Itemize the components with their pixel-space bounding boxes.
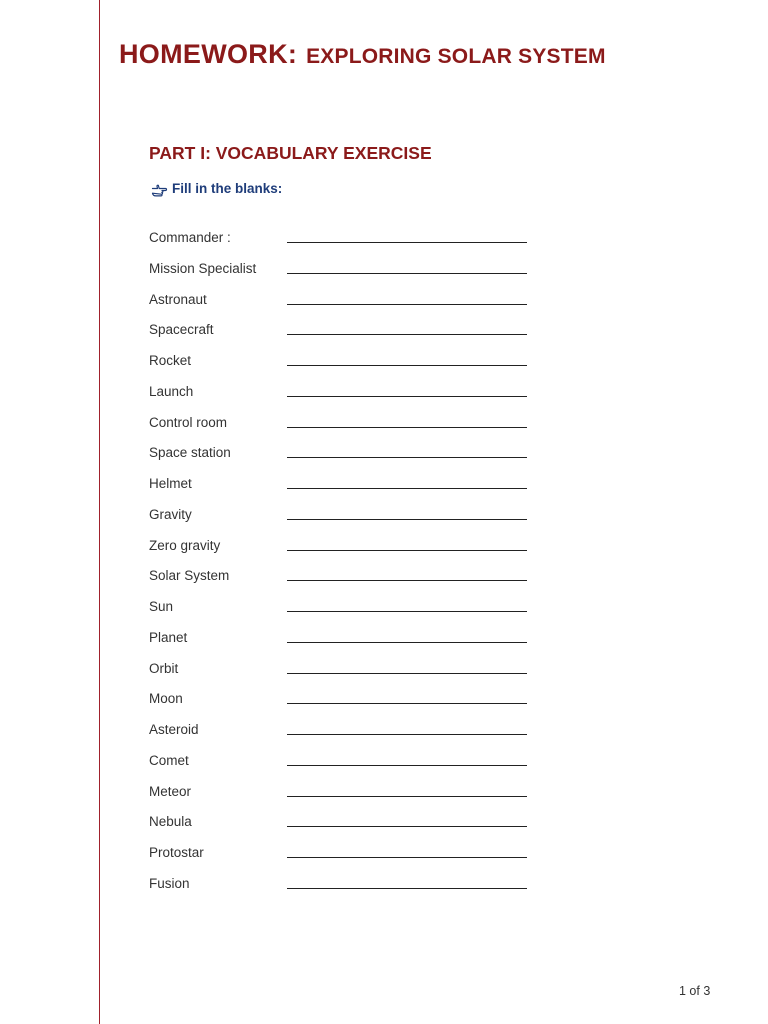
vocab-term: Commander :: [149, 230, 231, 245]
vocab-term: Solar System: [149, 568, 230, 584]
answer-blank-line: [287, 273, 527, 274]
answer-blank-line: [287, 703, 527, 704]
vocab-row: [149, 291, 549, 322]
answer-blank-line: [287, 457, 527, 458]
answer-blank-line: [287, 673, 527, 674]
vocab-term: Orbit: [149, 660, 179, 676]
title-sub: EXPLORING SOLAR SYSTEM: [306, 45, 606, 68]
vocab-row: [149, 506, 549, 537]
answer-blank-line: [287, 334, 527, 335]
vocab-term: Space station: [149, 445, 231, 461]
vocab-row: [149, 260, 549, 291]
vocab-row: [149, 813, 549, 844]
vocabulary-list: [149, 229, 549, 906]
answer-blank-line: [287, 611, 527, 612]
answer-blank-line: [287, 796, 527, 797]
vocab-row: [149, 352, 549, 383]
answer-blank-line: [287, 642, 527, 643]
answer-blank-line: [287, 734, 527, 735]
answer-blank-line: [287, 826, 527, 827]
vocab-row: [149, 660, 549, 691]
answer-blank-line: [287, 396, 527, 397]
vocab-row: [149, 629, 549, 660]
answer-blank-line: [287, 488, 527, 489]
page-title: [119, 36, 606, 68]
vocab-term: Fusion: [149, 875, 190, 891]
vocab-row: [149, 475, 549, 506]
vocab-term: Gravity: [149, 506, 192, 522]
vocab-term: Comet: [149, 752, 189, 768]
vocab-row: [149, 844, 549, 875]
vocab-term: Control room: [149, 414, 228, 430]
vocab-row: [149, 414, 549, 445]
title-main: HOMEWORK:: [119, 39, 298, 69]
vocab-term: Helmet: [149, 476, 192, 491]
vocab-term: Rocket: [149, 353, 192, 368]
pointing-hand-icon: [150, 180, 168, 198]
vocab-row: [149, 383, 549, 414]
vocab-term: Moon: [149, 691, 183, 707]
vocab-term: Zero gravity: [149, 537, 221, 553]
answer-blank-line: [287, 427, 527, 428]
vocab-row: [149, 567, 549, 598]
vocab-term: Mission Specialist: [149, 260, 257, 276]
vocab-term: Asteroid: [149, 722, 199, 737]
vocab-row: [149, 690, 549, 721]
vocab-row: [149, 752, 549, 783]
vocab-row: [149, 875, 549, 906]
answer-blank-line: [287, 550, 527, 551]
answer-blank-line: [287, 580, 527, 581]
instruction: [150, 180, 282, 198]
vocab-row: [149, 721, 549, 752]
vocab-term: Meteor: [149, 783, 192, 799]
vocab-row: [149, 229, 549, 260]
vocab-row: [149, 783, 549, 814]
vocab-row: [149, 321, 549, 352]
vocab-term: Sun: [149, 599, 174, 614]
margin-line: [99, 0, 100, 1024]
part-heading: PART I: VOCABULARY EXERCISE: [149, 143, 432, 163]
answer-blank-line: [287, 857, 527, 858]
page-indicator: 1 of 3: [679, 984, 711, 998]
answer-blank-line: [287, 365, 527, 366]
answer-blank-line: [287, 888, 527, 889]
answer-blank-line: [287, 304, 527, 305]
vocab-term: Launch: [149, 383, 194, 399]
answer-blank-line: [287, 765, 527, 766]
instruction-text: Fill in the blanks:: [172, 181, 283, 197]
vocab-term: Spacecraft: [149, 322, 214, 338]
answer-blank-line: [287, 242, 527, 243]
vocab-term: Planet: [149, 629, 188, 645]
vocab-row: [149, 444, 549, 475]
vocab-row: [149, 537, 549, 568]
answer-blank-line: [287, 519, 527, 520]
vocab-row: [149, 598, 549, 629]
vocab-term: Protostar: [149, 845, 204, 860]
vocab-term: Astronaut: [149, 291, 207, 307]
vocab-term: Nebula: [149, 814, 192, 830]
